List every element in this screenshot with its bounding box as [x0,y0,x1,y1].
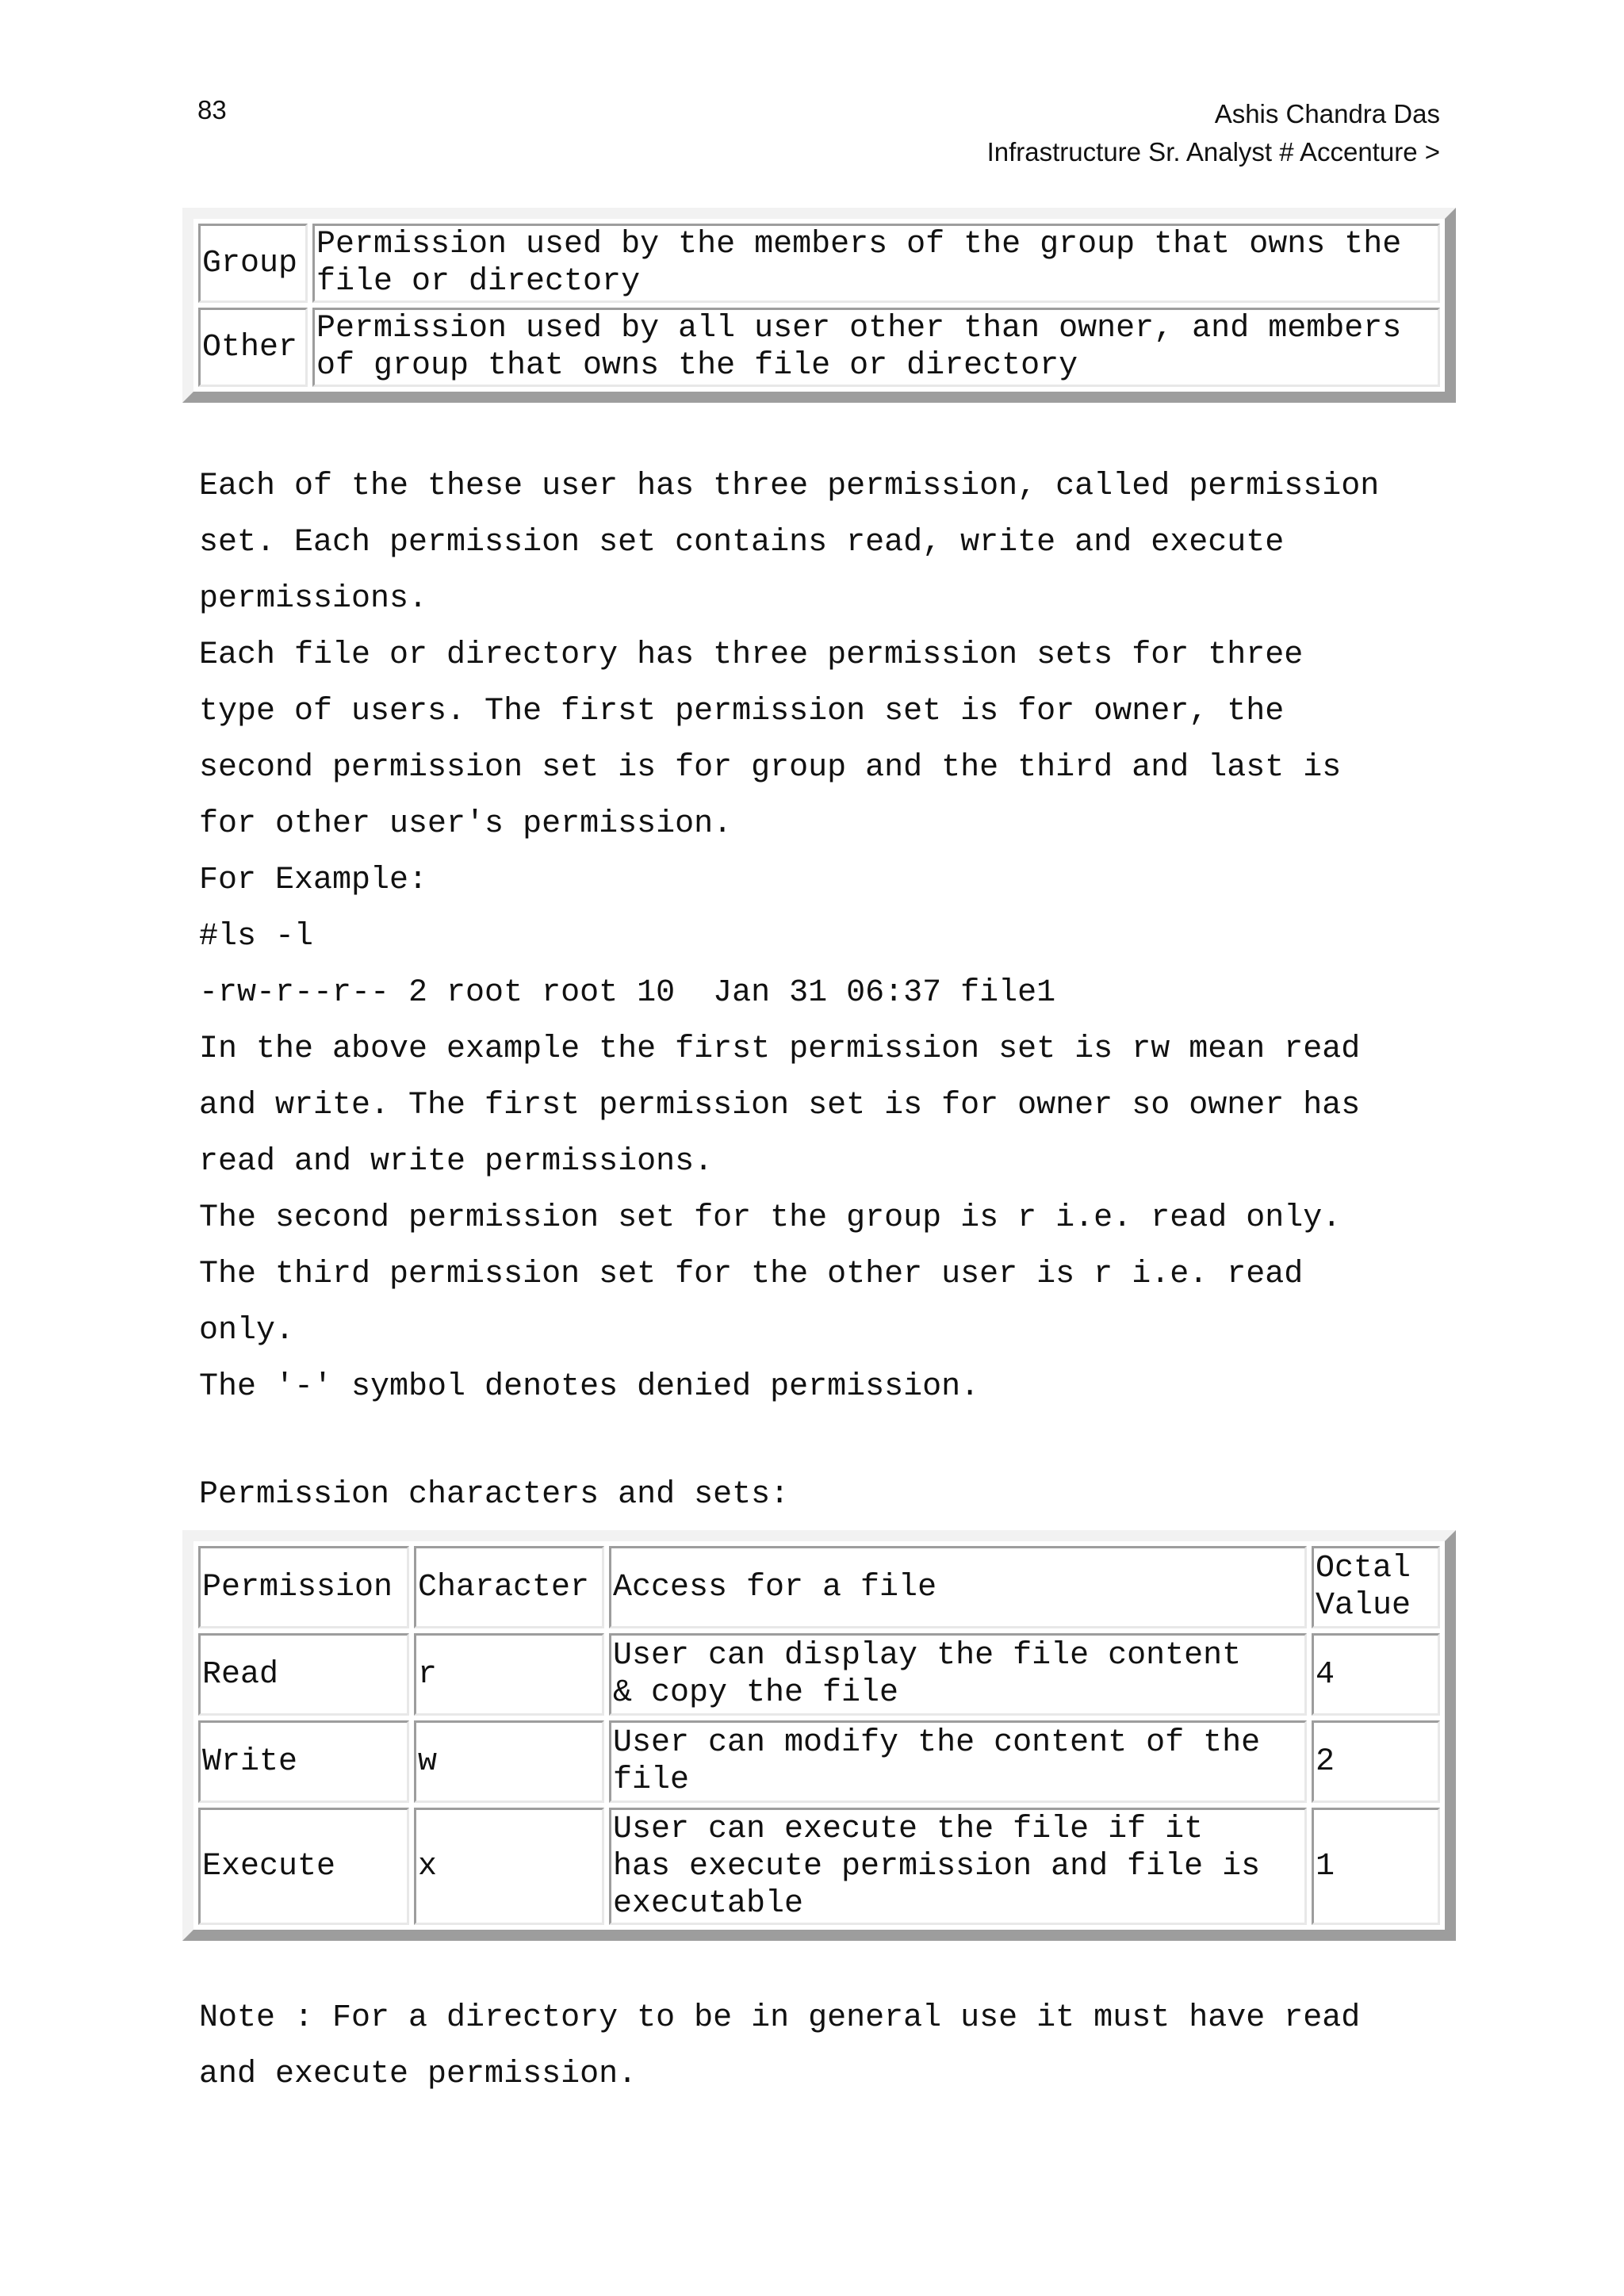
access-line: has execute permission and file is [613,1848,1261,1885]
text-line: Each file or directory has three permission sets for three [199,637,1304,673]
character-cell: x [414,1808,604,1925]
description-line: of group that owns the file or directory [316,348,1078,384]
text-line: for other user's permission. [199,806,733,842]
user-type-cell: Other [198,308,308,387]
table-heading: Permission characters and sets: [199,1477,790,1513]
text-line: and write. The first permission set is for owner so owner has [199,1088,1361,1123]
access-cell [609,1633,1307,1716]
table-row [198,1808,1440,1925]
text-line: set. Each permission set contains read, write and execute [199,525,1285,561]
description-line: Permission used by all user other than owner, and members [316,311,1402,346]
header-character: Character [414,1546,604,1628]
text-line: The '-' symbol denotes denied permission. [199,1369,980,1405]
table-row [198,1633,1440,1716]
page-header [987,95,1440,171]
text-line: In the above example the first permission set is rw mean read [199,1031,1361,1067]
section-heading [199,1467,1507,1523]
text-line: read and write permissions. [199,1144,714,1180]
access-line: User can execute the file if it [613,1811,1204,1847]
description-line: file or directory [316,264,641,300]
text-line: Each of the these user has three permission, called permission [199,469,1380,504]
text-line: The second permission set for the group is r i.e. read only. [199,1200,1342,1236]
text-line: For Example: [199,863,428,898]
note-line: Note : For a directory to be in general use it must have read [199,2000,1361,2036]
access-cell [609,1808,1307,1925]
text-line: second permission set is for group and the third and last is [199,750,1342,786]
character-cell: r [414,1633,604,1716]
note-text [199,1990,1507,2103]
description-line: Permission used by the members of the group that owns the [316,227,1402,262]
permission-table [182,1530,1456,1941]
table-row [198,1720,1440,1803]
command-line: #ls -l [199,919,314,955]
user-type-cell: Group [198,224,308,303]
access-line: executable [613,1885,804,1922]
page-number: 83 [197,95,227,124]
body-text [199,458,1507,1415]
text-line: only. [199,1313,295,1349]
permission-cell: Write [198,1720,409,1803]
permission-cell: Read [198,1633,409,1716]
table-header-row [198,1546,1440,1628]
user-description-cell [312,224,1440,303]
author-name: Ashis Chandra Das [1214,99,1440,128]
access-cell [609,1720,1307,1803]
access-line: file [613,1762,690,1798]
author-title: Infrastructure Sr. Analyst # Accenture > [986,137,1440,166]
header-octal-line: Octal [1316,1551,1411,1586]
character-cell: w [414,1720,604,1803]
header-access: Access for a file [609,1546,1307,1628]
access-line: User can modify the content of the [613,1725,1261,1761]
text-line: The third permission set for the other user is r i.e. read [199,1257,1304,1292]
header-permission: Permission [198,1546,409,1628]
text-line: permissions. [199,581,428,617]
user-types-table [182,208,1456,403]
table-row [198,224,1440,303]
note-line: and execute permission. [199,2057,638,2092]
header-octal [1312,1546,1440,1628]
octal-cell: 2 [1312,1720,1440,1803]
octal-cell: 1 [1312,1808,1440,1925]
octal-cell: 4 [1312,1633,1440,1716]
permission-cell: Execute [198,1808,409,1925]
table-row [198,308,1440,387]
header-octal-line: Value [1316,1588,1411,1624]
access-line: & copy the file [613,1675,899,1711]
user-description-cell [312,308,1440,387]
text-line: type of users. The first permission set is for owner, the [199,694,1285,729]
access-line: User can display the file content [613,1638,1242,1674]
command-output-line: -rw-r--r-- 2 root root 10 Jan 31 06:37 file1 [199,975,1056,1011]
